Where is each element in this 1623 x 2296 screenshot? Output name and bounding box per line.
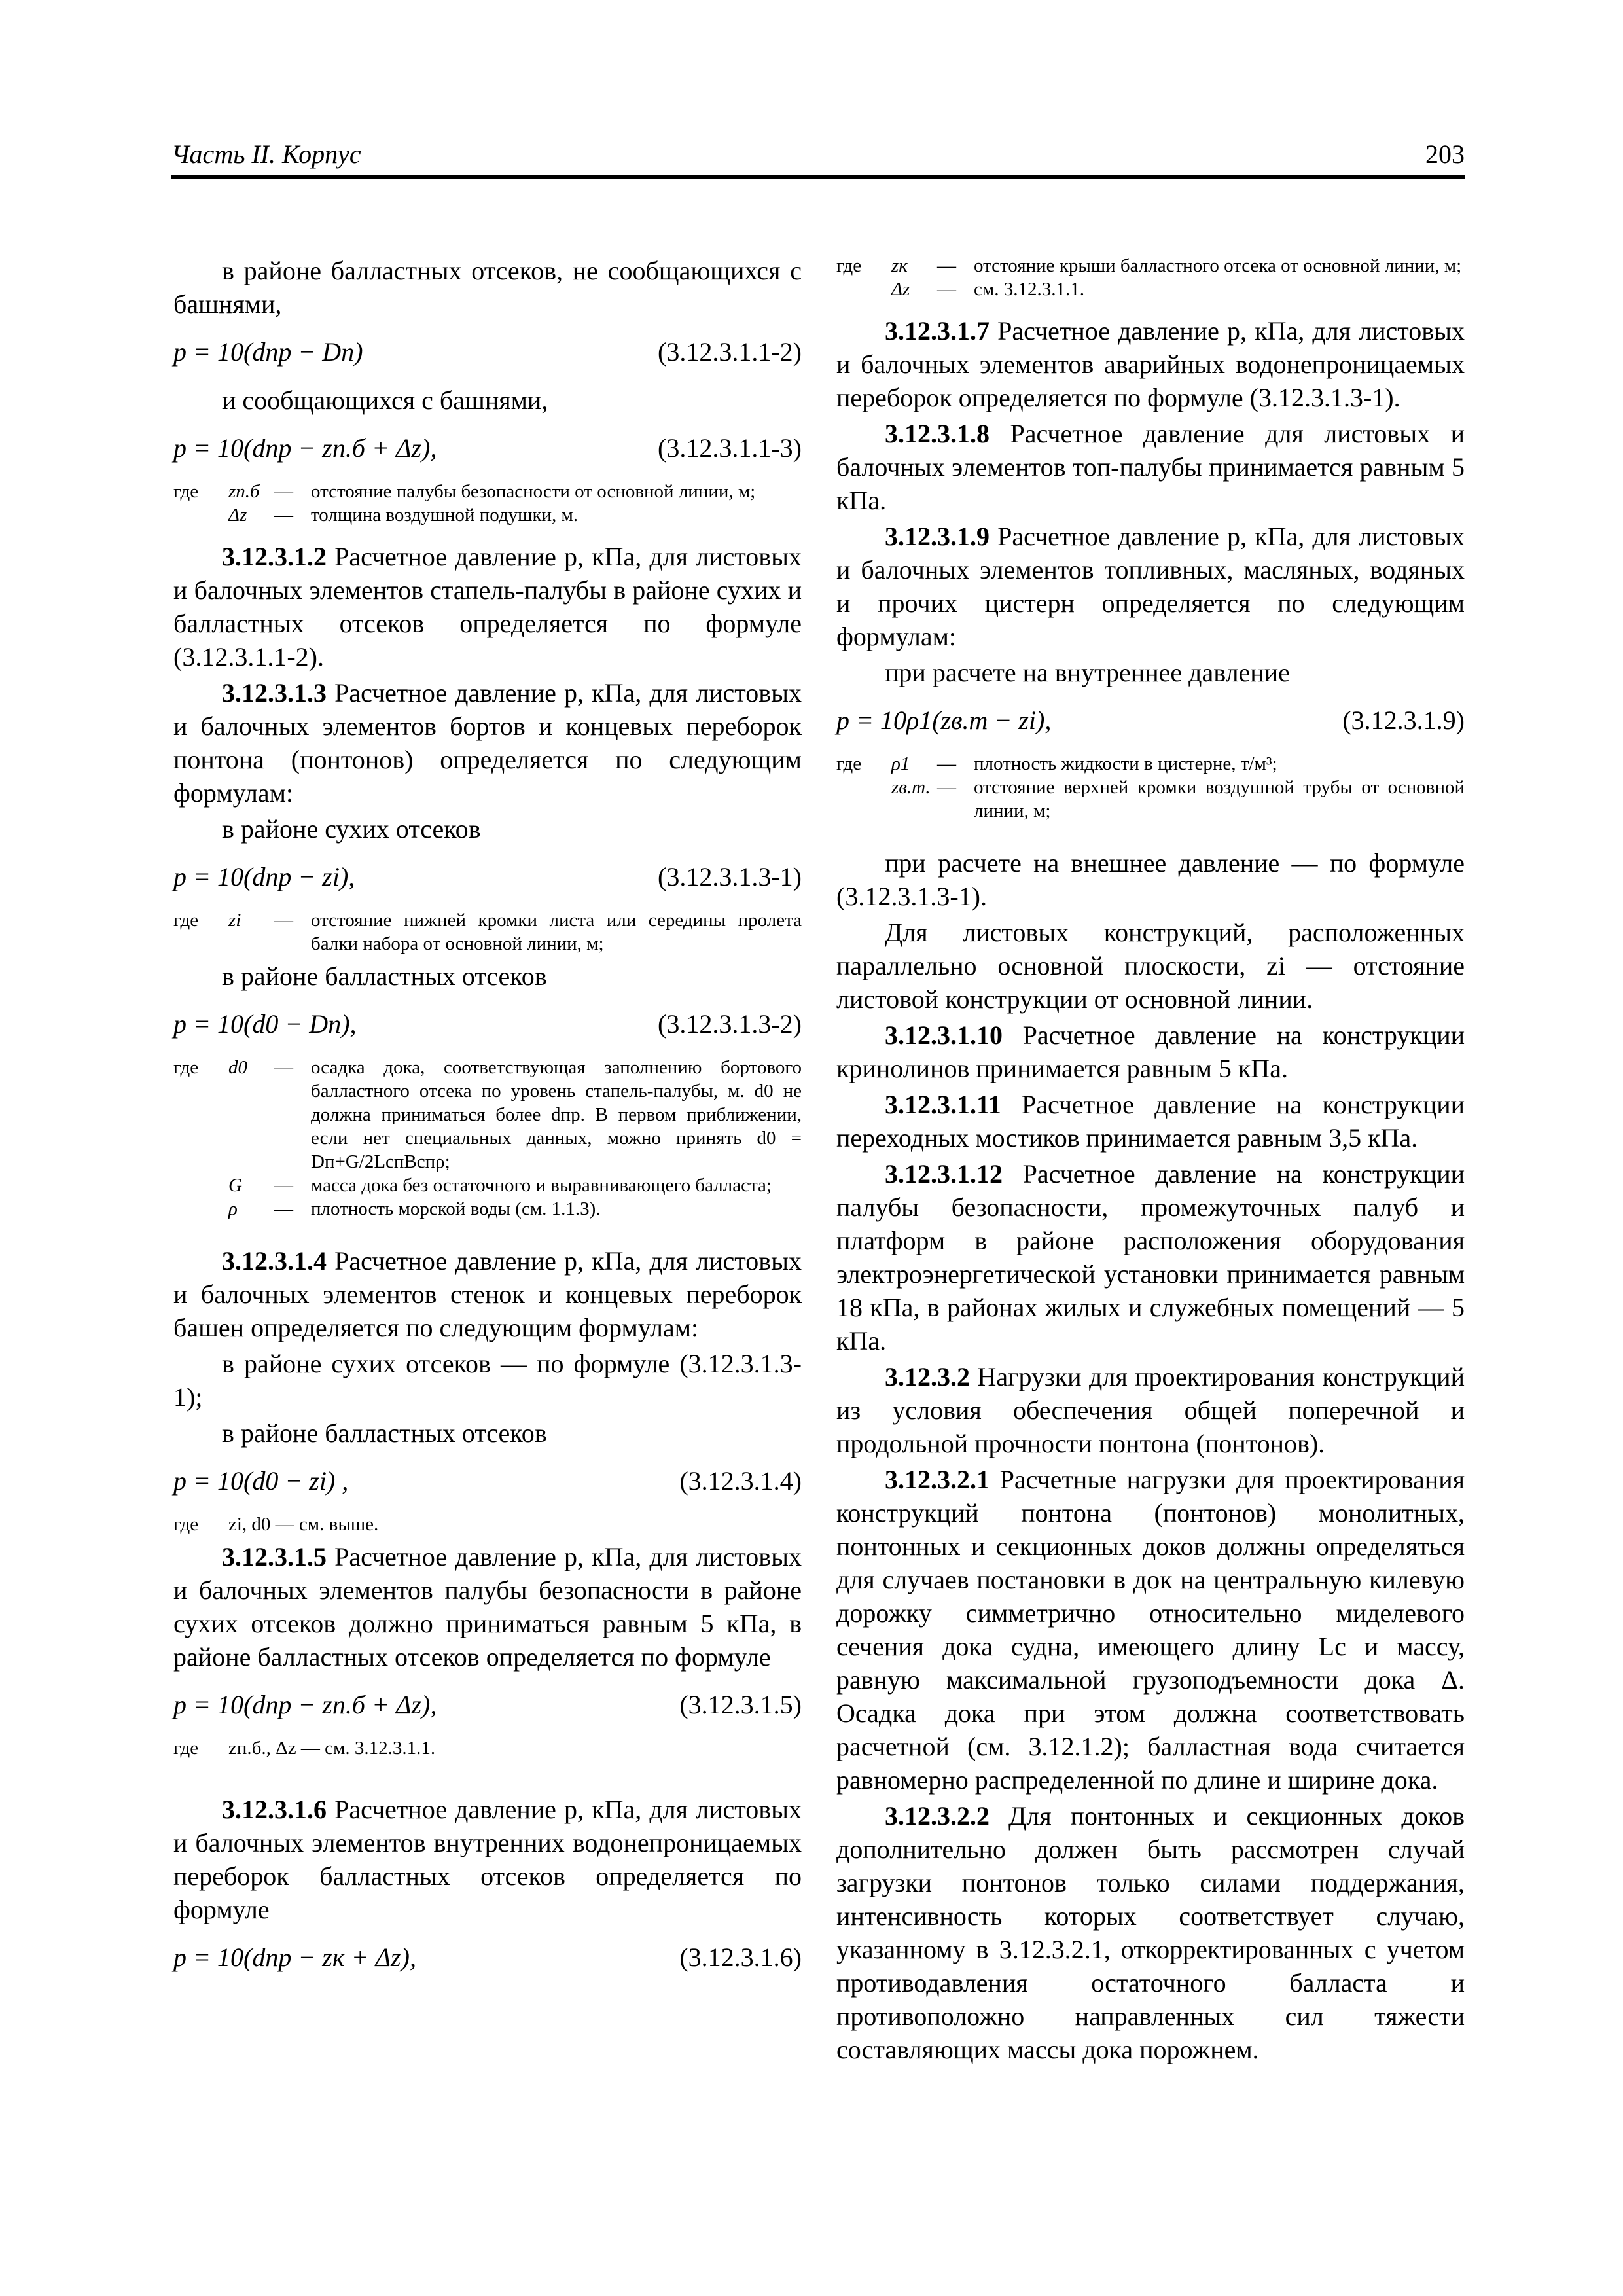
paragraph: в районе балластных отсеков bbox=[222, 961, 547, 991]
section-paragraph bbox=[173, 1244, 802, 1344]
header-rule bbox=[171, 175, 1465, 179]
note-symbol: d0 bbox=[228, 1057, 247, 1078]
section-paragraph bbox=[173, 540, 802, 673]
note-text: отстояние палубы безопасности от основной линии, м; bbox=[311, 481, 756, 502]
note-text: масса дока без остаточного и выравнивающего балласта; bbox=[311, 1175, 772, 1196]
note-lead: где bbox=[173, 1738, 199, 1759]
note-symbol: zi bbox=[228, 910, 241, 931]
section-text: Расчетное давление p, кПа, для листовых и балочных элементов внутренних водонепроницаемых переборок балластных отсеков определяется по формуле bbox=[173, 1795, 802, 1924]
section-paragraph bbox=[836, 1463, 1465, 1797]
formula-number: (3.12.3.1.3-2) bbox=[658, 1009, 802, 1039]
section-paragraph bbox=[836, 314, 1465, 414]
section-paragraph bbox=[836, 417, 1465, 517]
legend-note: где zi — отстояние нижней кромки листа или середины пролета балки набора от основной линии, м; bbox=[173, 910, 802, 954]
note-text: плотность морской воды (см. 1.1.3). bbox=[311, 1198, 601, 1219]
section-number: 3.12.3.1.7 bbox=[885, 316, 990, 346]
section-paragraph bbox=[173, 1540, 802, 1674]
note-text: осадка дока, соответствующая заполнению бортового балластного отсека по уровень стапель-палубы, м. d0 не должна приниматься более dпр. В первом приближении, если нет специальных данных, можно принять d0 = Dп+G/2LспBспρ; bbox=[311, 1057, 802, 1172]
section-text: Расчетное давление p, кПа, для листовых и балочных элементов топливных, масляных, водяных и прочих цистерн определяется по следующим формулам: bbox=[836, 522, 1465, 651]
section-text: Расчетное давление на конструкции кринолинов принимается равным 5 кПа. bbox=[836, 1020, 1465, 1083]
paragraph: в районе сухих отсеков — по формуле (3.12.3.1.3-1); bbox=[173, 1349, 802, 1412]
running-header-title: Часть II. Корпус bbox=[171, 139, 361, 169]
legend-note: где zп.б — отстояние палубы безопасности от основной линии, м; Δz — толщина воздушной подушки, м. bbox=[173, 480, 802, 527]
note-symbol: ρ1 bbox=[891, 753, 910, 774]
section-text: Расчетное давление для листовых и балочных элементов топ-палубы принимается равным 5 кПа. bbox=[836, 419, 1465, 515]
paragraph: в районе сухих отсеков bbox=[222, 814, 481, 844]
note-lead: где bbox=[836, 255, 862, 276]
note-text: отстояние верхней кромки воздушной трубы от основной линии, м; bbox=[974, 777, 1465, 821]
formula-expression: p = 10(d0 − zi) , bbox=[173, 1466, 349, 1496]
left-column bbox=[173, 254, 802, 1989]
note-lead: где bbox=[173, 481, 199, 502]
formula-number: (3.12.3.1.5) bbox=[679, 1690, 802, 1719]
note-text: плотность жидкости в цистерне, т/м³; bbox=[974, 753, 1277, 774]
formula bbox=[173, 431, 802, 465]
section-number: 3.12.3.1.8 bbox=[885, 419, 990, 448]
section-number: 3.12.3.2 bbox=[885, 1362, 970, 1391]
formula bbox=[836, 704, 1465, 738]
paragraph: в районе балластных отсеков, не сообщающихся с башнями, bbox=[173, 256, 802, 319]
note-text: zп.б., Δz — см. 3.12.3.1.1. bbox=[228, 1738, 436, 1759]
note-lead: где bbox=[836, 753, 862, 774]
paragraph: и сообщающихся с башнями, bbox=[222, 386, 548, 415]
section-number: 3.12.3.1.5 bbox=[222, 1542, 327, 1571]
formula-number: (3.12.3.1.9) bbox=[1342, 706, 1465, 735]
formula-number: (3.12.3.1.1-3) bbox=[658, 433, 802, 463]
note-text: отстояние нижней кромки листа или середины пролета балки набора от основной линии, м; bbox=[311, 910, 802, 954]
section-number: 3.12.3.1.2 bbox=[222, 542, 327, 571]
formula-expression: p = 10(dпр − zк + Δz), bbox=[173, 1943, 416, 1972]
formula-expression: p = 10(dпр − zп.б + Δz), bbox=[173, 433, 437, 463]
formula-number: (3.12.3.1.1-2) bbox=[658, 337, 802, 367]
note-text: толщина воздушной подушки, м. bbox=[311, 505, 579, 526]
note-symbol: zк bbox=[891, 255, 908, 276]
section-text: Расчетное давление p, кПа, для листовых и балочных элементов аварийных водонепроницаемых переборок определяется по формуле (3.12.3.1.3-1). bbox=[836, 316, 1465, 412]
paragraph: при расчете на внешнее давление — по формуле (3.12.3.1.3-1). bbox=[836, 848, 1465, 911]
page-number: 203 bbox=[1425, 139, 1465, 169]
section-number: 3.12.3.1.4 bbox=[222, 1246, 327, 1276]
note-lead: где bbox=[173, 1514, 199, 1535]
formula bbox=[173, 335, 802, 369]
formula bbox=[173, 1007, 802, 1041]
formula bbox=[173, 1464, 802, 1498]
section-text: Расчетное давление на конструкции палубы безопасности, промежуточных палуб и платформ в районе расположения оборудования электроэнергетической установки принимается равным 18 кПа, в районах жилых и служебных помещений — 5 кПа. bbox=[836, 1159, 1465, 1355]
section-paragraph bbox=[836, 1799, 1465, 2066]
section-text: Расчетное давление на конструкции переходных мостиков принимается равным 3,5 кПа. bbox=[836, 1090, 1465, 1153]
section-paragraph bbox=[836, 1157, 1465, 1357]
legend-note: где ρ1 — плотность жидкости в цистерне, т/м³; zв.т. — отстояние верхней кромки воздушной трубы от основной линии, м; bbox=[836, 753, 1465, 821]
formula-number: (3.12.3.1.4) bbox=[679, 1466, 802, 1496]
paragraph: в районе балластных отсеков bbox=[222, 1418, 547, 1448]
paragraph: при расчете на внутреннее давление bbox=[885, 658, 1290, 687]
section-text: Для понтонных и секционных доков дополнительно должен быть рассмотрен случай загрузки понтонов только силами поддержания, интенсивность которых соответствует случаю, указанному в 3.12.3.2.1, откорректированных с учетом противодавления остаточного балласта и противоположно направленных сил тяжести составляющих массы дока порожнем. bbox=[836, 1801, 1465, 2064]
section-text: Расчетное давление p, кПа, для листовых и балочных элементов палубы безопасности в районе сухих отсеков должно приниматься равным 5 кПа, в районе балластных отсеков определяется по формуле bbox=[173, 1542, 802, 1672]
formula bbox=[173, 860, 802, 894]
formula bbox=[173, 1688, 802, 1722]
section-paragraph bbox=[173, 1793, 802, 1926]
formula-expression: p = 10(d0 − Dп), bbox=[173, 1009, 357, 1039]
note-symbol: ρ bbox=[228, 1198, 238, 1219]
right-column bbox=[836, 254, 1465, 2069]
note-text: отстояние крыши балластного отсека от основной линии, м; bbox=[974, 255, 1462, 276]
section-number: 3.12.3.2.2 bbox=[885, 1801, 990, 1831]
section-paragraph bbox=[836, 1088, 1465, 1155]
formula-expression: p = 10(dпр − Dп) bbox=[173, 337, 363, 367]
section-number: 3.12.3.1.10 bbox=[885, 1020, 1003, 1050]
section-number: 3.12.3.2.1 bbox=[885, 1465, 990, 1494]
formula-number: (3.12.3.1.6) bbox=[679, 1943, 802, 1972]
legend-note: где zк — отстояние крыши балластного отсека от основной линии, м; Δz — см. 3.12.3.1.1. bbox=[836, 254, 1465, 301]
formula-number: (3.12.3.1.3-1) bbox=[658, 862, 802, 891]
section-paragraph bbox=[173, 676, 802, 810]
section-number: 3.12.3.1.3 bbox=[222, 678, 327, 708]
section-text: Расчетное давление p, кПа, для листовых и балочных элементов бортов и концевых переборок понтона (понтонов) определяется по следующим формулам: bbox=[173, 678, 802, 808]
legend-note bbox=[173, 1513, 802, 1536]
formula-expression: p = 10(dпр − zi), bbox=[173, 862, 355, 891]
section-paragraph bbox=[836, 520, 1465, 653]
note-lead: где bbox=[173, 1057, 199, 1078]
section-paragraph bbox=[836, 1360, 1465, 1460]
section-text: Расчетное давление p, кПа, для листовых и балочных элементов стапель-палубы в районе сухих и балластных отсеков определяется по формуле (3.12.3.1.1-2). bbox=[173, 542, 802, 672]
formula-expression: p = 10(dпр − zп.б + Δz), bbox=[173, 1690, 437, 1719]
note-symbol: Δz bbox=[228, 505, 247, 526]
formula bbox=[173, 1941, 802, 1975]
section-number: 3.12.3.1.11 bbox=[885, 1090, 1001, 1119]
note-lead: где bbox=[173, 910, 199, 931]
note-symbol: zп.б bbox=[228, 481, 260, 502]
paragraph: Для листовых конструкций, расположенных параллельно основной плоскости, zi — отстояние листовой конструкции от основной линии. bbox=[836, 918, 1465, 1014]
note-symbol: zв.т. bbox=[891, 777, 931, 798]
section-text: Расчетные нагрузки для проектирования конструкций понтона (понтонов) монолитных, понтонных и секционных доков должны определяться для случаев постановки в док на центральную килевую дорожку симметрично относительно миделевого сечения дока судна, имеющего длину Lс и массу, равную максимальной грузоподъемности дока Δ. Осадка дока при этом должна соответствовать расчетной (см. 3.12.1.2); балластная вода считается равномерно распределенной по длине и ширине дока. bbox=[836, 1465, 1465, 1795]
note-text: см. 3.12.3.1.1. bbox=[974, 279, 1084, 300]
section-number: 3.12.3.1.9 bbox=[885, 522, 990, 551]
legend-note: где d0 — осадка дока, соответствующая заполнению бортового балластного отсека по уровень стапель-палубы, м. d0 не должна приниматься более dпр. В первом приближении, если нет специальных данных, можно принять d0 = Dп+G/2LспBспρ; G — масса дока без остаточного и выравнивающего балласта; ρ — плотность морской воды (см. 1.1.3). bbox=[173, 1057, 802, 1219]
note-text: zi, d0 — см. выше. bbox=[228, 1514, 379, 1535]
section-paragraph bbox=[836, 1018, 1465, 1085]
formula-expression: p = 10ρ1(zв.т − zi), bbox=[836, 706, 1052, 735]
section-text: Нагрузки для проектирования конструкций из условия обеспечения общей поперечной и продольной прочности понтона (понтонов). bbox=[836, 1362, 1465, 1458]
section-number: 3.12.3.1.6 bbox=[222, 1795, 327, 1824]
legend-note bbox=[173, 1736, 802, 1760]
section-number: 3.12.3.1.12 bbox=[885, 1159, 1003, 1189]
note-symbol: Δz bbox=[891, 279, 910, 300]
section-text: Расчетное давление p, кПа, для листовых и балочных элементов стенок и концевых переборок башен определяется по следующим формулам: bbox=[173, 1246, 802, 1342]
note-symbol: G bbox=[228, 1175, 242, 1196]
